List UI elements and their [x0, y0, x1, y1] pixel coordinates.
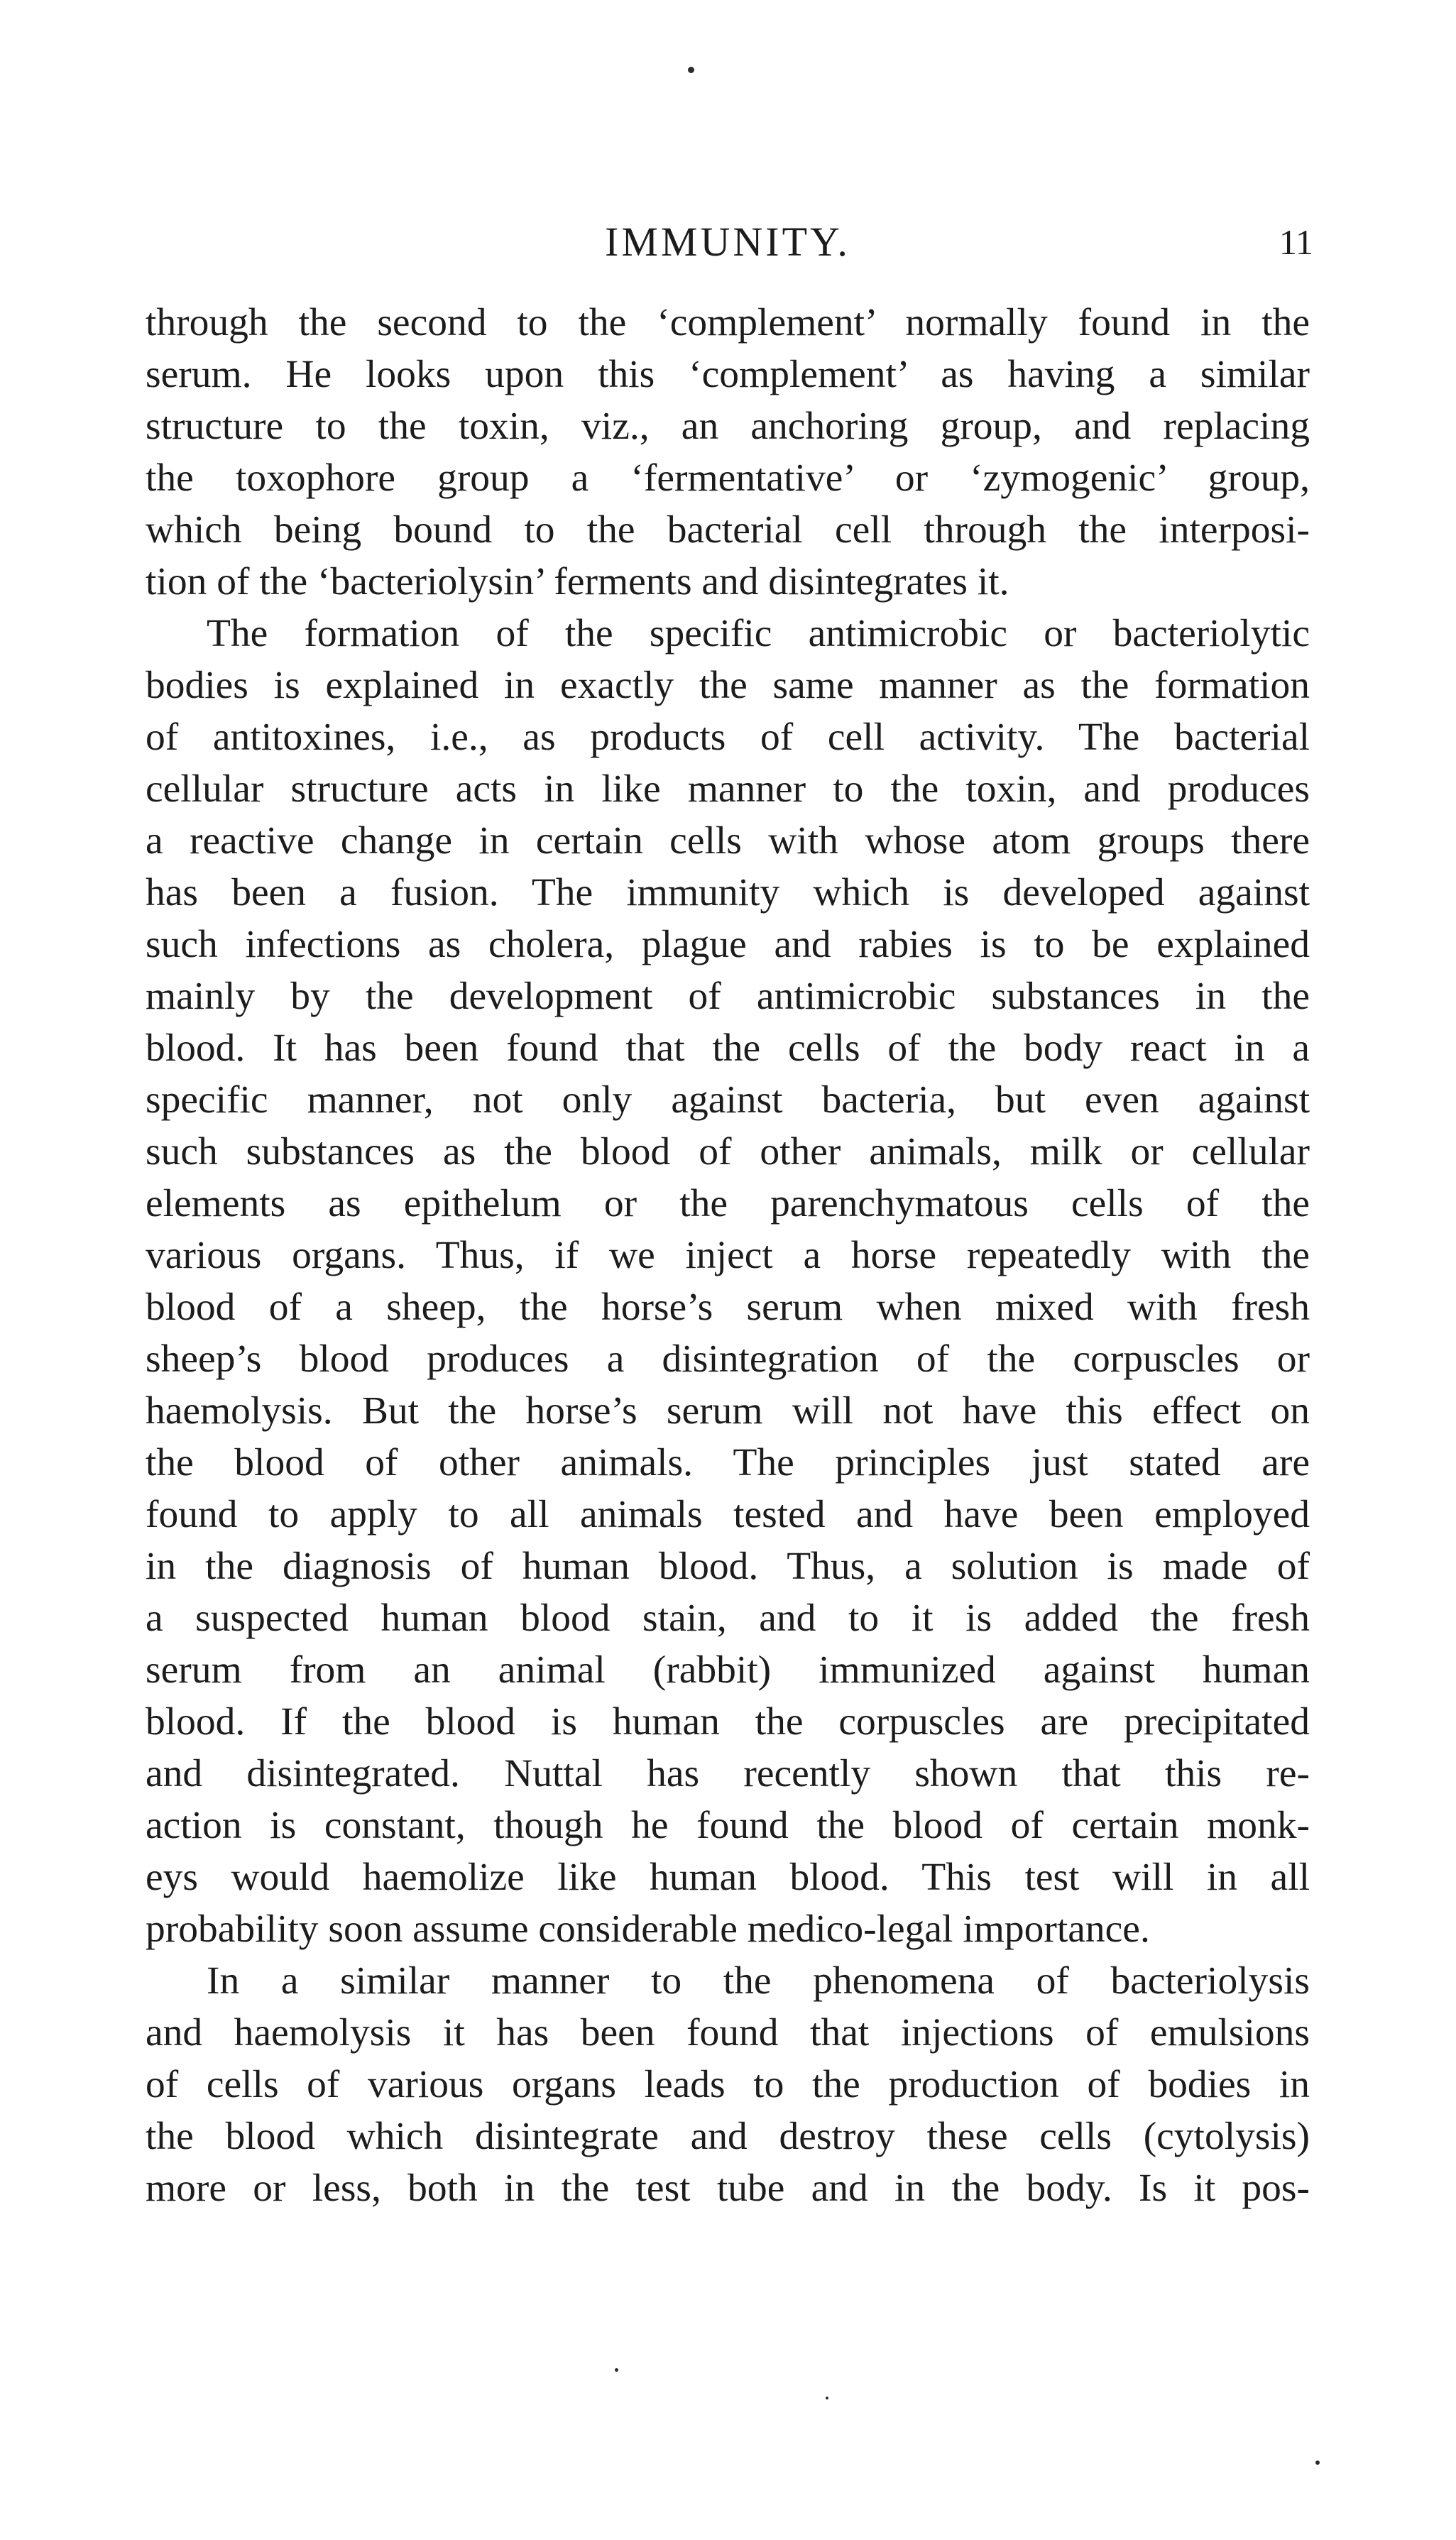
text-line: probability soon assume considerable medico-legal importance. [146, 1907, 1150, 1951]
text-line: blood. It has been found that the cells of the body react in a [146, 1027, 1310, 1070]
page-number: 11 [1279, 222, 1313, 262]
ink-speck [688, 67, 694, 73]
text-line: found to apply to all animals tested and have been employed [146, 1493, 1310, 1536]
text-line: specific manner, not only against bacteria, but even against [146, 1078, 1310, 1122]
text-line: such substances as the blood of other animals, milk or cellular [146, 1130, 1310, 1173]
text-line: such infections as cholera, plague and rabies is to be explained [146, 923, 1310, 966]
text-line: blood. If the blood is human the corpuscles are precipitated [146, 1700, 1310, 1743]
paragraph [146, 1955, 1310, 2214]
text-line: a reactive change in certain cells with whose atom groups there [146, 819, 1310, 863]
text-line: serum from an animal (rabbit) immunized against human [146, 1648, 1310, 1692]
text-line: which being bound to the bacterial cell through the interposi- [146, 508, 1310, 552]
text-line: elements as epithelum or the parenchymatous cells of the [146, 1182, 1310, 1225]
text-line: sheep’s blood produces a disintegration of the corpuscles or [146, 1337, 1310, 1381]
ink-speck [1315, 2460, 1320, 2465]
paragraph [146, 297, 1310, 608]
text-line: in the diagnosis of human blood. Thus, a solution is made of [146, 1545, 1310, 1588]
text-line: structure to the toxin, viz., an anchoring group, and replacing [146, 405, 1310, 448]
page-header [142, 210, 1313, 274]
running-title: IMMUNITY. [605, 219, 850, 265]
text-line: haemolysis. But the horse’s serum will not have this effect on [146, 1389, 1310, 1433]
text-line: has been a fusion. The immunity which is developed against [146, 871, 1310, 914]
text-line: bodies is explained in exactly the same manner as the formation [146, 664, 1310, 707]
text-line: a suspected human blood stain, and to it is added the fresh [146, 1597, 1310, 1640]
text-line: the toxophore group a ‘fermentative’ or ‘zymogenic’ group, [146, 456, 1310, 500]
text-line: through the second to the ‘complement’ normally found in the [146, 301, 1310, 344]
ink-speck [615, 2368, 618, 2372]
text-line: tion of the ‘bacteriolysin’ ferments and disintegrates it. [146, 560, 1009, 603]
ink-speck [826, 2397, 828, 2399]
text-line: eys would haemolize like human blood. This test will in all [146, 1856, 1310, 1899]
text-line: of antitoxines, i.e., as products of cell activity. The bacterial [146, 716, 1310, 759]
text-line: more or less, both in the test tube and in the body. Is it pos- [146, 2167, 1310, 2210]
text-line: In a similar manner to the phenomena of bacteriolysis [207, 1959, 1310, 2003]
text-line: of cells of various organs leads to the production of bodies in [146, 2063, 1310, 2106]
text-line: action is constant, though he found the blood of certain monk- [146, 1804, 1310, 1847]
text-line: the blood of other animals. The principles just stated are [146, 1441, 1310, 1484]
text-line: serum. He looks upon this ‘complement’ as having a similar [146, 353, 1310, 396]
text-line: various organs. Thus, if we inject a horse repeatedly with the [146, 1234, 1310, 1277]
text-line: blood of a sheep, the horse’s serum when mixed with fresh [146, 1286, 1310, 1329]
paragraph [146, 608, 1310, 1955]
text-line: and haemolysis it has been found that injections of emulsions [146, 2011, 1310, 2054]
body-text [146, 297, 1310, 2214]
text-line: the blood which disintegrate and destroy these cells (cytolysis) [146, 2115, 1310, 2158]
text-line: and disintegrated. Nuttal has recently shown that this re- [146, 1752, 1310, 1795]
text-line: The formation of the specific antimicrobic or bacteriolytic [207, 612, 1310, 655]
text-line: cellular structure acts in like manner to the toxin, and produces [146, 767, 1310, 811]
text-line: mainly by the development of antimicrobic substances in the [146, 975, 1310, 1018]
